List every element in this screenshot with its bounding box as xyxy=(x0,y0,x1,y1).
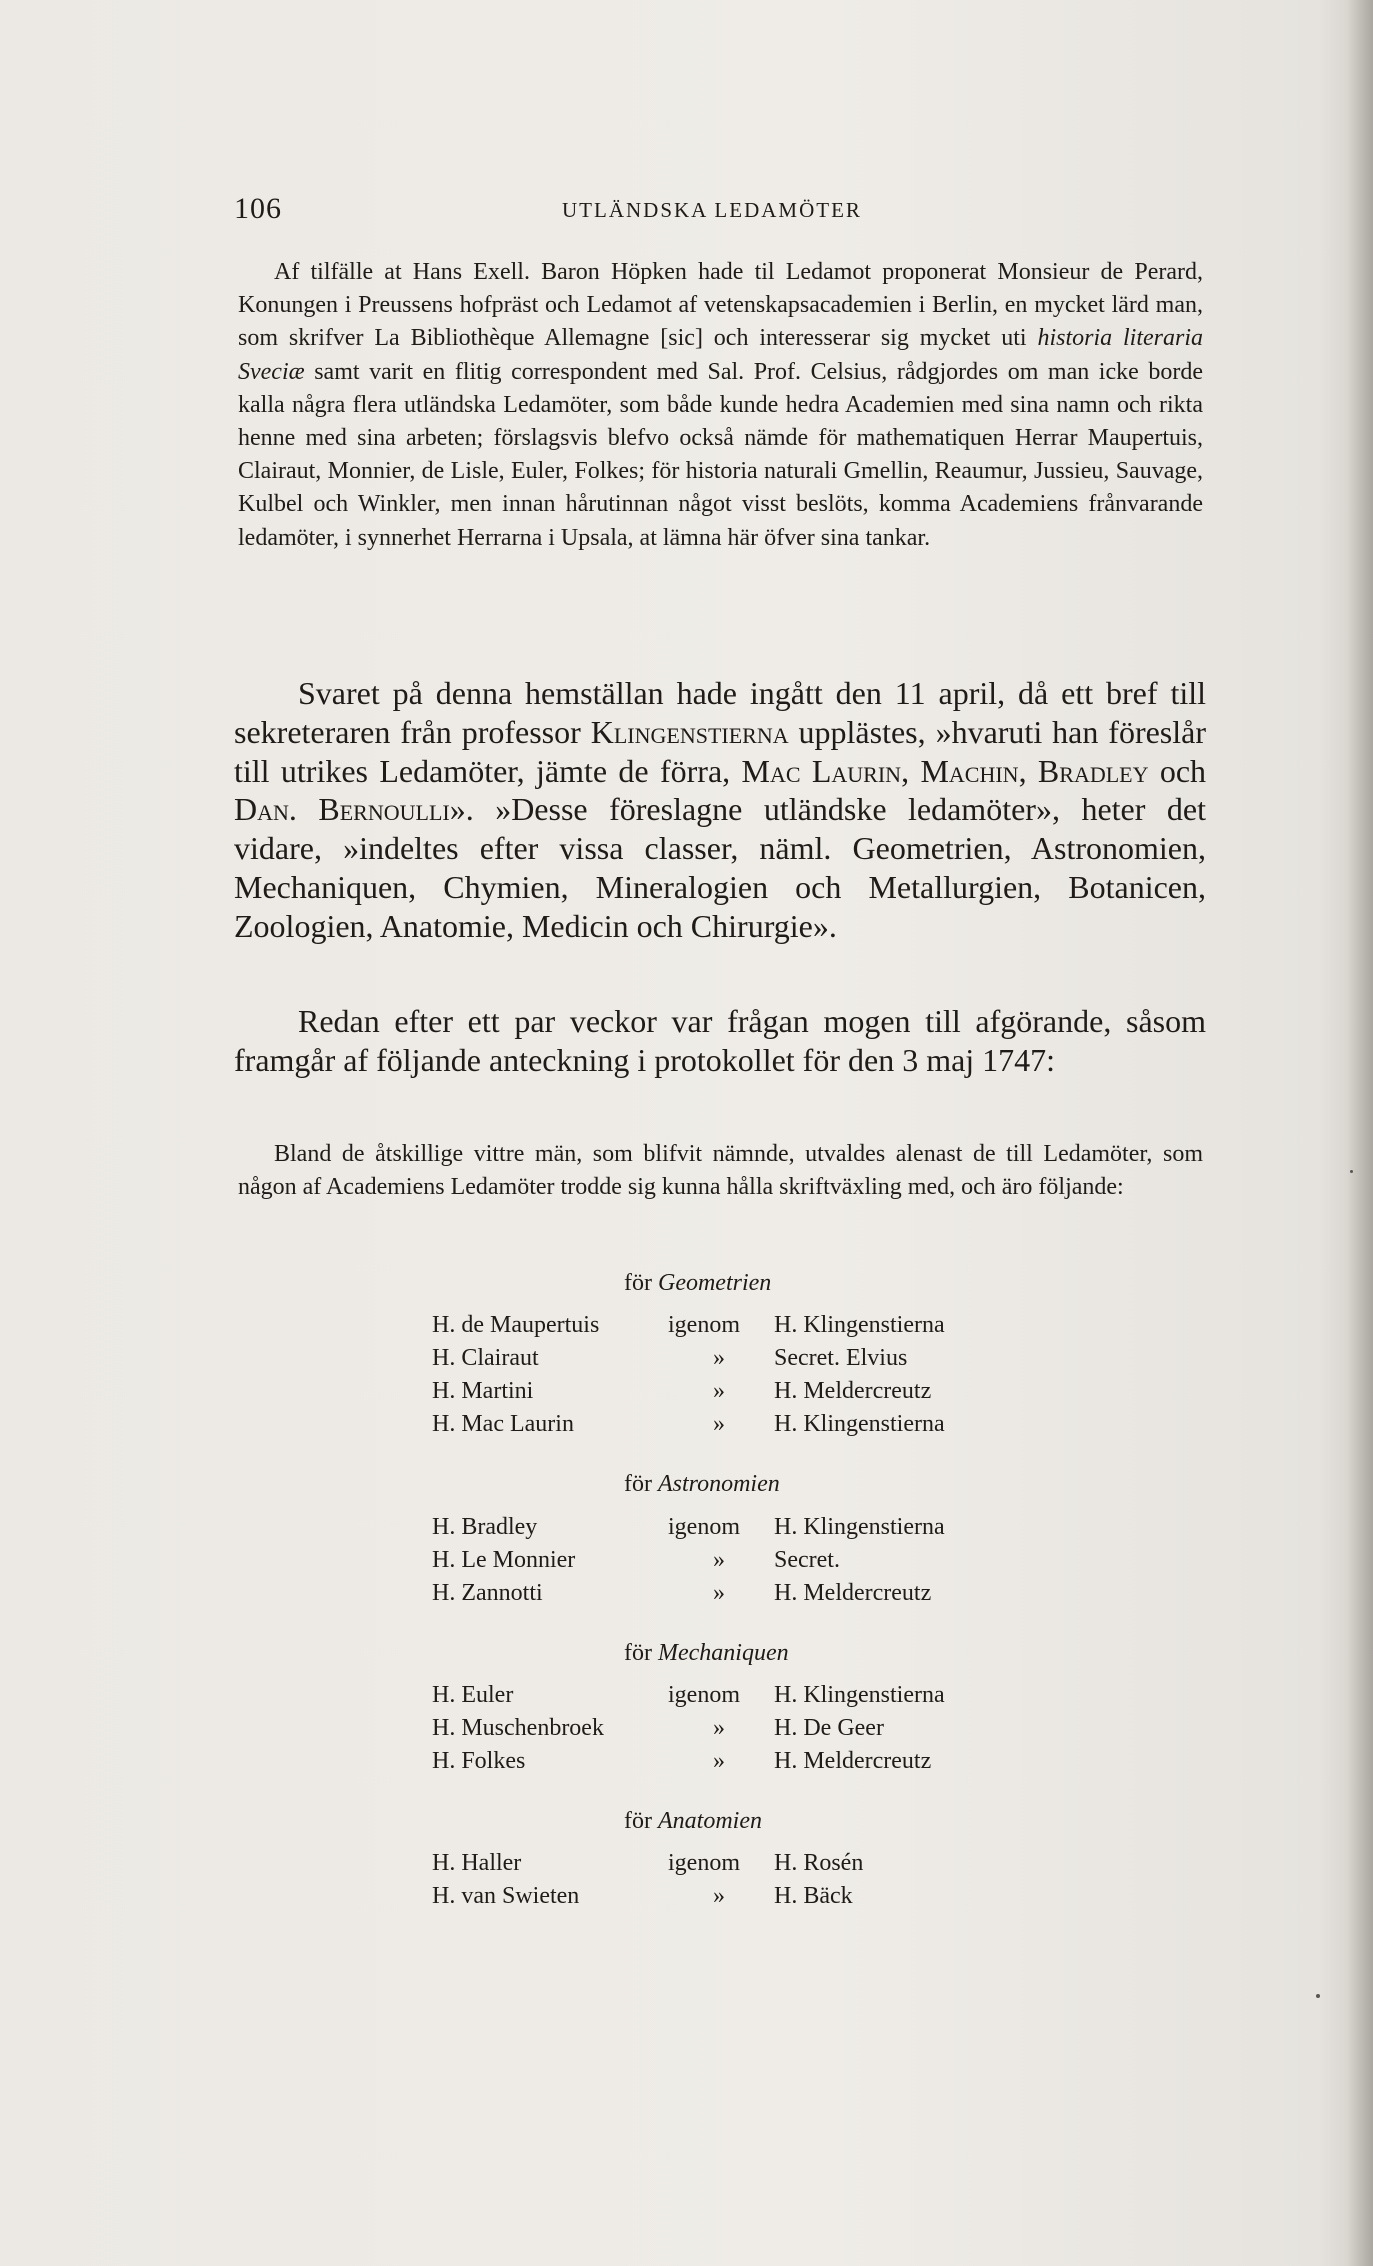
contact-name: H. Klingenstierna xyxy=(774,1411,945,1437)
member-name: H. van Swieten xyxy=(432,1883,580,1909)
page-number: 106 xyxy=(234,192,282,225)
running-title: UTLÄNDSKA LEDAMÖTER xyxy=(562,198,862,222)
text: och xyxy=(1148,752,1207,789)
section-title xyxy=(624,1808,762,1835)
via-word: igenom xyxy=(668,1514,740,1540)
quote-italic: historia literaria Sveciæ xyxy=(238,325,1204,385)
ditto-mark: » xyxy=(713,1715,725,1741)
text: , xyxy=(901,752,921,789)
ditto-mark: » xyxy=(713,1345,725,1371)
quote-text: samt varit en flitig correspondent med Sal. Prof. Celsius, rådgjordes om man icke borde kalla några flera utländska Ledamöter, som både kunde hedra Academien med sina namn och rikta henne med sina arbeten; förslagsvis blefvo också nämde för mathematiquen Herrar Maupertuis, Clairaut, Monnier, de Lisle, Euler, Folkes; för historia naturali Gmellin, Reaumur, Jussieu, Sauvage, Kulbel och Winkler, men innan hårutinnan något visst beslöts, komma Academiens frånvarande ledamöter, i synnerhet Herrarna i Upsala, at lämna här öfver sina tankar. xyxy=(238,358,1203,551)
contact-name: H. Klingenstierna xyxy=(774,1514,945,1540)
name-smallcaps: Mac Laurin xyxy=(741,752,902,789)
section-for: för xyxy=(624,1640,652,1666)
member-name: H. Martini xyxy=(432,1378,534,1404)
running-head xyxy=(232,192,1212,228)
via-word: igenom xyxy=(668,1682,740,1708)
quote-paragraph: Bland de åtskillige vittre män, som blifvit nämnde, utvaldes alenast de till Ledamöter, som någon af Academiens Ledamöter trodde sig kunna hålla skriftväxling med, och äro följande: xyxy=(238,1141,1203,1201)
contact-name: H. Meldercreutz xyxy=(774,1378,932,1404)
body-paragraph-2 xyxy=(234,1002,1206,1080)
contact-name: H. De Geer xyxy=(774,1715,884,1741)
section-title xyxy=(624,1270,771,1297)
member-name: H. Mac Laurin xyxy=(432,1411,574,1437)
section-subject: Astronomien xyxy=(657,1471,780,1497)
name-smallcaps: Bradley xyxy=(1037,752,1149,789)
name-smallcaps: Machin xyxy=(920,752,1019,789)
section-title xyxy=(624,1471,780,1498)
section-subject: Anatomien xyxy=(657,1808,762,1834)
contact-name: H. Klingenstierna xyxy=(774,1312,945,1338)
ditto-mark: » xyxy=(713,1411,725,1437)
member-name: H. Haller xyxy=(432,1850,522,1876)
text: upplästes, »hvaruti han föreslår till utrikes Ledamöter, jämte de förra, xyxy=(234,713,1207,789)
ditto-mark: » xyxy=(713,1378,725,1404)
paper-speck xyxy=(1316,1994,1320,1998)
section-title xyxy=(624,1640,789,1667)
member-name: H. Le Monnier xyxy=(432,1547,576,1573)
paper-speck xyxy=(1350,1170,1353,1173)
quote-text: Af tilfälle at Hans Exell. Baron Höpken hade til Ledamot proponerat Monsieur de Perard, Konungen i Preussens hofpräst och Ledamot af vetenskapsacademien i Berlin, en mycket lärd man, som skrifver La Bibliothèque Allemagne [sic] och interesserar sig mycket uti xyxy=(238,259,1203,352)
section-subject: Mechaniquen xyxy=(657,1640,789,1666)
contact-name: Secret. xyxy=(774,1547,840,1573)
section-for: för xyxy=(624,1471,652,1497)
member-name: H. de Maupertuis xyxy=(432,1312,600,1338)
contact-name: H. Meldercreutz xyxy=(774,1748,932,1774)
section-for: för xyxy=(624,1270,652,1296)
text: ». »Desse föreslagne utländske ledamöter», heter det vidare, »indeltes efter vissa classer, näml. Geometrien, Astronomien, Mechaniquen, Chymien, Mineralogien och Metallurgien, Botanicen, Zoologien, Anatomie, Medicin och Chirurgie». xyxy=(234,791,1206,944)
contact-name: H. Rosén xyxy=(774,1850,864,1876)
paragraph xyxy=(234,674,1206,946)
ditto-mark: » xyxy=(713,1748,725,1774)
quote-paragraph xyxy=(238,256,1203,555)
ditto-mark: » xyxy=(713,1883,725,1909)
member-name: H. Bradley xyxy=(432,1514,538,1540)
ditto-mark: » xyxy=(713,1580,725,1606)
section-for: för xyxy=(624,1808,652,1834)
via-word: igenom xyxy=(668,1850,740,1876)
text: , xyxy=(1018,752,1038,789)
quote-protocol-2 xyxy=(238,1138,1203,1204)
via-word: igenom xyxy=(668,1312,740,1338)
quote-protocol-1 xyxy=(238,256,1203,555)
contact-name: H. Meldercreutz xyxy=(774,1580,932,1606)
text: Svaret på denna hemställan hade ingått den 11 april, då ett bref till sekreteraren från professor xyxy=(234,675,1206,750)
member-name: H. Zannotti xyxy=(432,1580,543,1606)
paragraph: Redan efter ett par veckor var frågan mogen till afgörande, såsom framgår af följande anteckning i protokollet för den 3 maj 1747: xyxy=(234,1003,1206,1078)
section-subject: Geometrien xyxy=(657,1270,772,1296)
contact-name: H. Klingenstierna xyxy=(774,1682,945,1708)
contact-name: Secret. Elvius xyxy=(774,1345,908,1371)
member-name: H. Folkes xyxy=(432,1748,526,1774)
member-name: H. Clairaut xyxy=(432,1345,539,1371)
member-name: H. Muschenbroek xyxy=(432,1715,604,1741)
body-paragraph-1 xyxy=(234,674,1206,946)
contact-name: H. Bäck xyxy=(774,1883,853,1909)
name-smallcaps: Klingenstierna xyxy=(590,713,789,750)
name-smallcaps: Dan. Bernoulli xyxy=(234,791,450,828)
member-name: H. Euler xyxy=(432,1682,514,1708)
page-edge-shadow xyxy=(1347,0,1373,2266)
ditto-mark: » xyxy=(713,1547,725,1573)
